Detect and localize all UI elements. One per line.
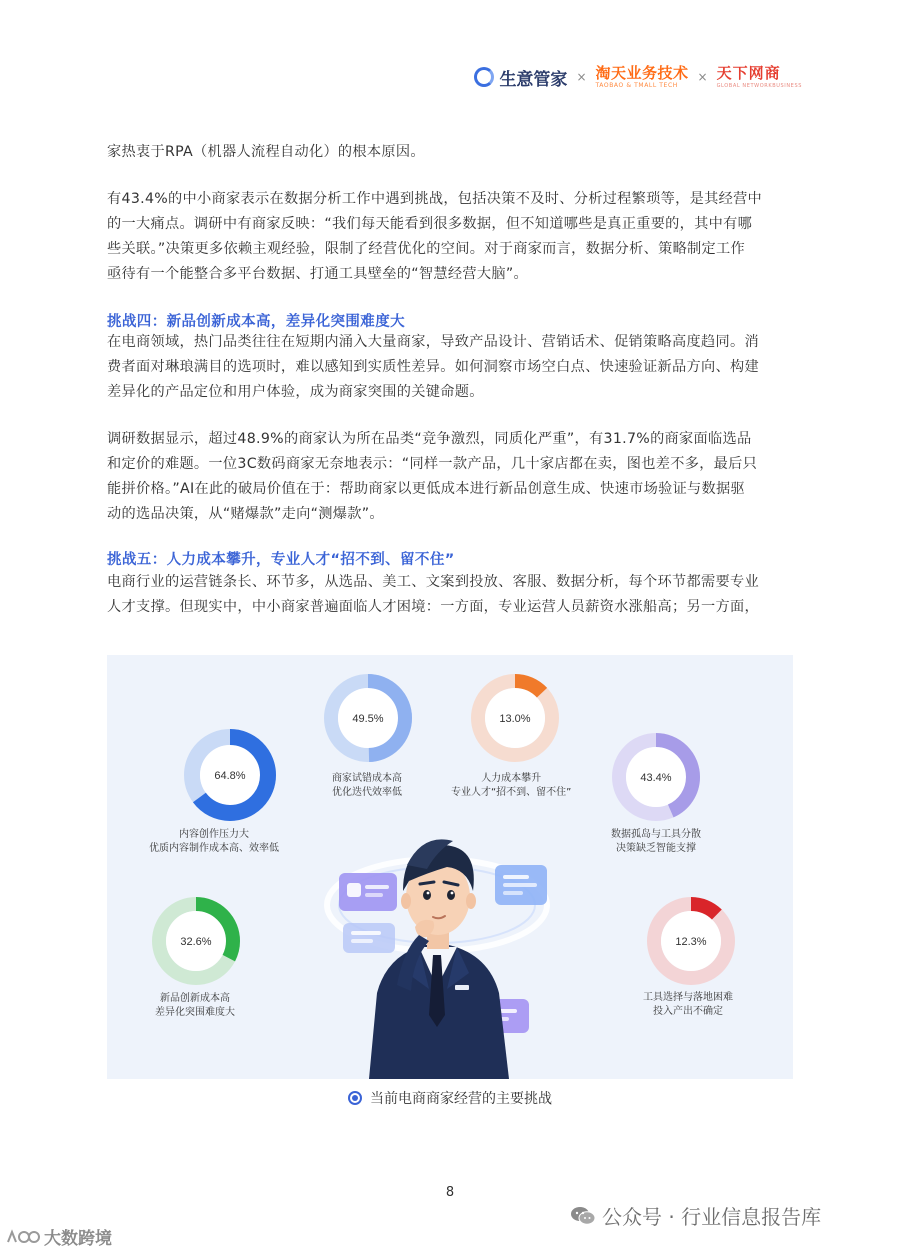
shengyi-guanjia-logo	[474, 65, 567, 90]
watermark-wechat: 公众号 · 行业信息报告库	[570, 1201, 821, 1230]
donut-content-creation	[192, 737, 268, 813]
paragraph-survey-data: 调研数据显示，超过48.9%的商家认为所在品类“竞争激烈，同质化严重”，有31.7%的商家面临选品 和定价的难题。一位3C数码商家无奈地表示：“同样一款产品，几十家店都在卖，图也差不多，最后只 能拼价格。”AI在此的破局价值在于：帮助商家以更低成本进行新品创意生成、快速市场验证与数据驱 动的选品决策，从“赌爆款”走向“测爆款”。	[107, 431, 758, 522]
donut-value-label: 12.3%	[675, 936, 707, 948]
donut-labor-cost	[478, 681, 552, 755]
caption-data-silo: 数据孤岛与工具分散 决策缺乏智能支撑	[611, 829, 701, 854]
hologram-panel-left-lower	[343, 923, 395, 953]
watermark-brand: 大数跨境	[6, 1224, 112, 1249]
figure-caption: 当前电商商家经营的主要挑战	[0, 1088, 900, 1108]
wechat-icon	[570, 1206, 596, 1226]
donut-data-silo	[619, 740, 693, 814]
hologram-panel-left	[339, 873, 397, 911]
paragraph-new-product: 在电商领域，热门品类往往在短期内涌入大量商家，导致产品设计、营销话术、促销策略高度趋同。消 费者面对琳琅满目的选项时，难以感知到实质性差异。如何洞察市场空白点、快速验证新品方向、构建 差异化的产品定位和用户体验，成为商家突围的关键命题。	[107, 334, 759, 400]
donut-value-label: 43.4%	[640, 772, 672, 784]
paragraph-talent: 电商行业的运营链条长、环节多，从选品、美工、文案到投放、客服、数据分析，每个环节都需要专业 人才支撑。但现实中，中小商家普遍面临人才困境：一方面，专业运营人员薪资水涨船高；另一方面，	[107, 574, 759, 615]
times-separator: ×	[697, 70, 708, 84]
logo1-text: 生意管家	[499, 69, 568, 90]
caption-new-product: 新品创新成本高 差异化突围难度大	[155, 993, 235, 1018]
caption-labor-cost: 人力成本攀升 专业人才“招不到、留不住”	[451, 773, 572, 798]
moon-logo-icon	[474, 67, 494, 87]
bullet-circle-icon	[348, 1091, 362, 1105]
challenges-infographic	[107, 655, 793, 1079]
donut-new-product	[159, 904, 233, 978]
donut-tool-selection	[654, 904, 728, 978]
donut-value-label: 64.8%	[214, 770, 246, 782]
donut-value-label: 13.0%	[499, 713, 531, 725]
caption-trial-cost: 商家试错成本高 优化迭代效率低	[332, 773, 402, 798]
times-separator: ×	[576, 70, 587, 84]
tianxia-wangshang-logo: 天下网商 GLOBAL NETWORKBUSINESS	[716, 63, 802, 89]
heading-challenge-five: 挑战五：人力成本攀升，专业人才“招不到、留不住”	[107, 552, 455, 568]
taotian-tech-logo: 淘天业务技术 TAOBAO & TMALL TECH	[595, 63, 689, 89]
header-logos	[474, 62, 802, 92]
caption-content-creation: 内容创作压力大 优质内容制作成本高、效率低	[149, 829, 279, 854]
caption-tool-selection: 工具选择与落地困难 投入产出不确定	[643, 992, 733, 1017]
donut-trial-cost	[331, 681, 405, 755]
brand-mark-icon	[6, 1228, 40, 1246]
paragraph-rpa: 家热衷于RPA（机器人流程自动化）的根本原因。	[107, 144, 425, 160]
hologram-panel-right	[495, 865, 547, 905]
paragraph-data-analysis: 有43.4%的中小商家表示在数据分析工作中遇到挑战，包括决策不及时、分析过程繁琐等，是其经营中 的一大痛点。调研中有商家反映：“我们每天能看到很多数据，但不知道哪些是真正重要的，其中有哪 些关联。”决策更多依赖主观经验，限制了经营优化的空间。对于商家而言，数据分析、策略制定工作 亟待有一个能整合多平台数据、打通工具壁垒的“智慧经营大脑”。	[107, 191, 763, 282]
donut-value-label: 49.5%	[352, 713, 384, 725]
heading-challenge-four: 挑战四：新品创新成本高，差异化突围难度大	[107, 314, 405, 330]
donut-value-label: 32.6%	[180, 936, 212, 948]
page-number: 8	[445, 1185, 455, 1200]
